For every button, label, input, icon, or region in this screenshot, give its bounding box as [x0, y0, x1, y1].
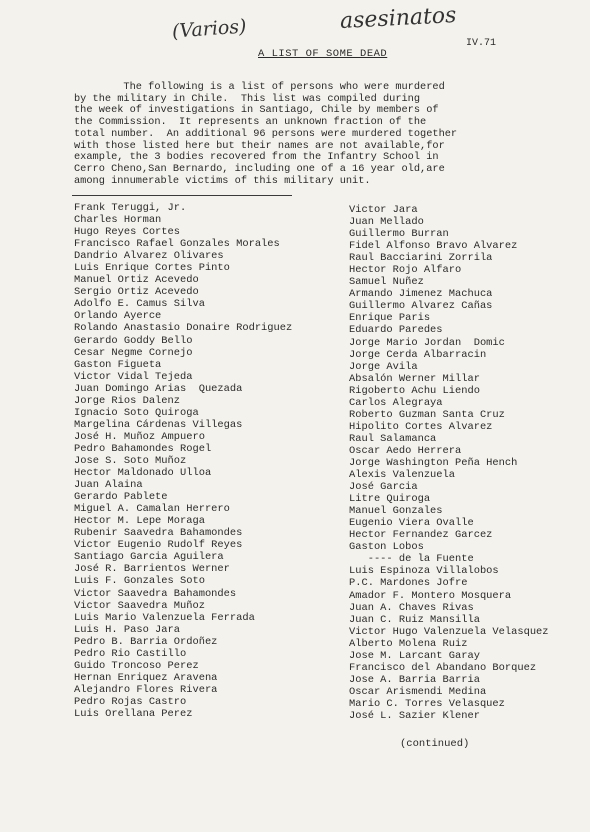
victim-name: Carlos Alegraya [349, 396, 443, 409]
victim-name: Jose M. Larcant Garay [349, 649, 480, 662]
victim-name: Jose S. Soto Muñoz [74, 454, 187, 467]
intro-paragraph [74, 82, 534, 187]
victim-name: Eugenio Viera Ovalle [349, 517, 474, 530]
intro-line: with those listed here but their names are not available,for [74, 139, 445, 152]
victim-name: Ignacio Soto Quiroga [74, 406, 199, 419]
names-list-right [349, 204, 549, 722]
victim-name: P.C. Mardones Jofre [349, 577, 468, 590]
victim-name: Margelina Cárdenas Villegas [74, 418, 243, 431]
victim-name: Oscar Aedo Herrera [349, 444, 462, 457]
victim-name: Adolfo E. Camus Silva [74, 298, 205, 311]
victim-name: Santiago Garcia Aguilera [74, 551, 224, 564]
victim-name: Mario C. Torres Velasquez [349, 697, 505, 710]
victim-name: Oscar Arismendi Medina [349, 685, 487, 698]
names-list-left [74, 202, 292, 720]
intro-line: the week of investigations in Santiago, Chile by members of [74, 104, 439, 117]
victim-name: Juan A. Chaves Rivas [349, 601, 474, 614]
document-title: A LIST OF SOME DEAD [258, 48, 388, 60]
victim-name: Jose A. Barria Barria [349, 673, 480, 686]
victim-name: Hector M. Lepe Moraga [74, 515, 205, 528]
victim-name: Victor Vidal Tejeda [74, 370, 193, 383]
victim-name: Pedro Rojas Castro [74, 695, 187, 708]
victim-name: Orlando Ayerce [74, 310, 162, 323]
victim-name: Pedro Rio Castillo [74, 647, 187, 660]
victim-name: Cesar Negme Cornejo [74, 346, 193, 359]
victim-name: Amador F. Montero Mosquera [349, 589, 512, 602]
victim-name: Jorge Rios Dalenz [74, 394, 181, 407]
intro-line: the Commission. It represents an unknown fraction of the [74, 116, 427, 129]
victim-name: Luis Enrique Cortes Pinto [74, 262, 230, 275]
victim-name: Juan Domingo Arias Quezada [74, 382, 243, 395]
victim-name: Rubenir Saavedra Bahamondes [74, 527, 243, 540]
intro-line: example, the 3 bodies recovered from the Infantry School in [74, 151, 439, 164]
handwritten-note-right: asesinatos [339, 2, 457, 35]
intro-line: total number. An additional 96 persons were murdered together [74, 127, 458, 140]
victim-name: Eduardo Paredes [349, 324, 443, 337]
victim-name: Manuel Gonzales [349, 505, 443, 518]
victim-name: José L. Sazier Klener [349, 709, 480, 722]
victim-name: Dandrio Alvarez Olivares [74, 250, 224, 263]
victim-name: José R. Barrientos Werner [74, 563, 230, 576]
victim-name: Miguel A. Camalan Herrero [74, 503, 230, 516]
victim-name: Armando Jimenez Machuca [349, 288, 493, 301]
victim-name: Victor Saavedra Muñoz [74, 599, 205, 612]
victim-name: Samuel Nuñez [349, 276, 424, 289]
victim-name: Juan C. Ruiz Mansilla [349, 613, 480, 626]
handwritten-note-left: (Varios) [171, 15, 248, 43]
intro-line: Cerro Cheno,San Bernardo, including one of a 16 year old,are [74, 162, 445, 175]
victim-name: Raul Salamanca [349, 432, 437, 445]
victim-name: Gaston Lobos [349, 541, 424, 554]
victim-name: Charles Horman [74, 214, 162, 227]
victim-name: José H. Muñoz Ampuero [74, 430, 205, 443]
victim-name: Fidel Alfonso Bravo Alvarez [349, 240, 518, 253]
victim-name: Guido Troncoso Perez [74, 659, 199, 672]
victim-name: Alejandro Flores Rivera [74, 683, 218, 696]
victim-name: Hector Fernandez Garcez [349, 529, 493, 542]
victim-name: Gerardo Goddy Bello [74, 334, 193, 347]
victim-name: Frank Teruggi, Jr. [74, 202, 187, 214]
victim-name: Victor Saavedra Bahamondes [74, 587, 237, 600]
victim-name: Francisco del Abandano Borquez [349, 661, 537, 674]
victim-name: Roberto Guzman Santa Cruz [349, 408, 505, 421]
victim-name: Guillermo Burran [349, 228, 449, 241]
victim-name: Guillermo Alvarez Cañas [349, 300, 493, 313]
victim-name: Pedro B. Barria Ordoñez [74, 635, 218, 648]
victim-name: Alexis Valenzuela [349, 469, 456, 482]
intro-line: by the military in Chile. This list was compiled during [74, 92, 421, 105]
victim-name: Alberto Molena Ruiz [349, 637, 468, 650]
victim-name: Gerardo Pablete [74, 491, 168, 504]
victim-name: Luis F. Gonzales Soto [74, 575, 205, 588]
section-divider [72, 195, 292, 196]
victim-name: Hugo Reyes Cortes [74, 226, 181, 239]
victim-name: Victor Eugenio Rudolf Reyes [74, 539, 243, 552]
intro-line: The following is a list of persons who were murdered [74, 81, 445, 93]
victim-name: Victor Jara [349, 204, 418, 216]
victim-name: Hector Maldonado Ulloa [74, 467, 212, 480]
victim-name: Pedro Bahamondes Rogel [74, 442, 212, 455]
victim-name: Enrique Paris [349, 312, 431, 325]
victim-name: Sergio Ortiz Acevedo [74, 286, 199, 299]
victim-name: Juan Mellado [349, 216, 424, 229]
victim-name: ---- de la Fuente [349, 553, 474, 566]
victim-name: José Garcia [349, 481, 418, 494]
continued-note: (continued) [400, 738, 470, 750]
victim-name: Hector Rojo Alfaro [349, 264, 462, 277]
victim-name: Jorge Mario Jordan Domic [349, 336, 505, 349]
page-number: IV.71 [466, 38, 497, 49]
victim-name: Raul Bacciarini Zorrila [349, 252, 493, 265]
victim-name: Luis Mario Valenzuela Ferrada [74, 611, 255, 624]
victim-name: Luis H. Paso Jara [74, 623, 181, 636]
victim-name: Jorge Washington Peña Hench [349, 456, 518, 469]
victim-name: Hernan Enriquez Aravena [74, 671, 218, 684]
victim-name: Victor Hugo Valenzuela Velasquez [349, 625, 549, 638]
victim-name: Jorge Cerda Albarracin [349, 348, 487, 361]
victim-name: Juan Alaina [74, 479, 143, 492]
victim-name: Litre Quiroga [349, 493, 431, 506]
victim-name: Luis Espinoza Villalobos [349, 565, 499, 578]
victim-name: Rigoberto Achu Liendo [349, 384, 480, 397]
victim-name: Manuel Ortiz Acevedo [74, 274, 199, 287]
victim-name: Rolando Anastasio Donaire Rodriguez [74, 322, 293, 335]
victim-name: Luis Orellana Perez [74, 707, 193, 720]
victim-name: Jorge Avila [349, 360, 418, 373]
victim-name: Absalón Werner Millar [349, 372, 480, 385]
victim-name: Francisco Rafael Gonzales Morales [74, 238, 280, 251]
victim-name: Gaston Figueta [74, 358, 162, 371]
intro-line: among innumerable victims of this military unit. [74, 174, 371, 187]
victim-name: Hipolito Cortes Alvarez [349, 420, 493, 433]
